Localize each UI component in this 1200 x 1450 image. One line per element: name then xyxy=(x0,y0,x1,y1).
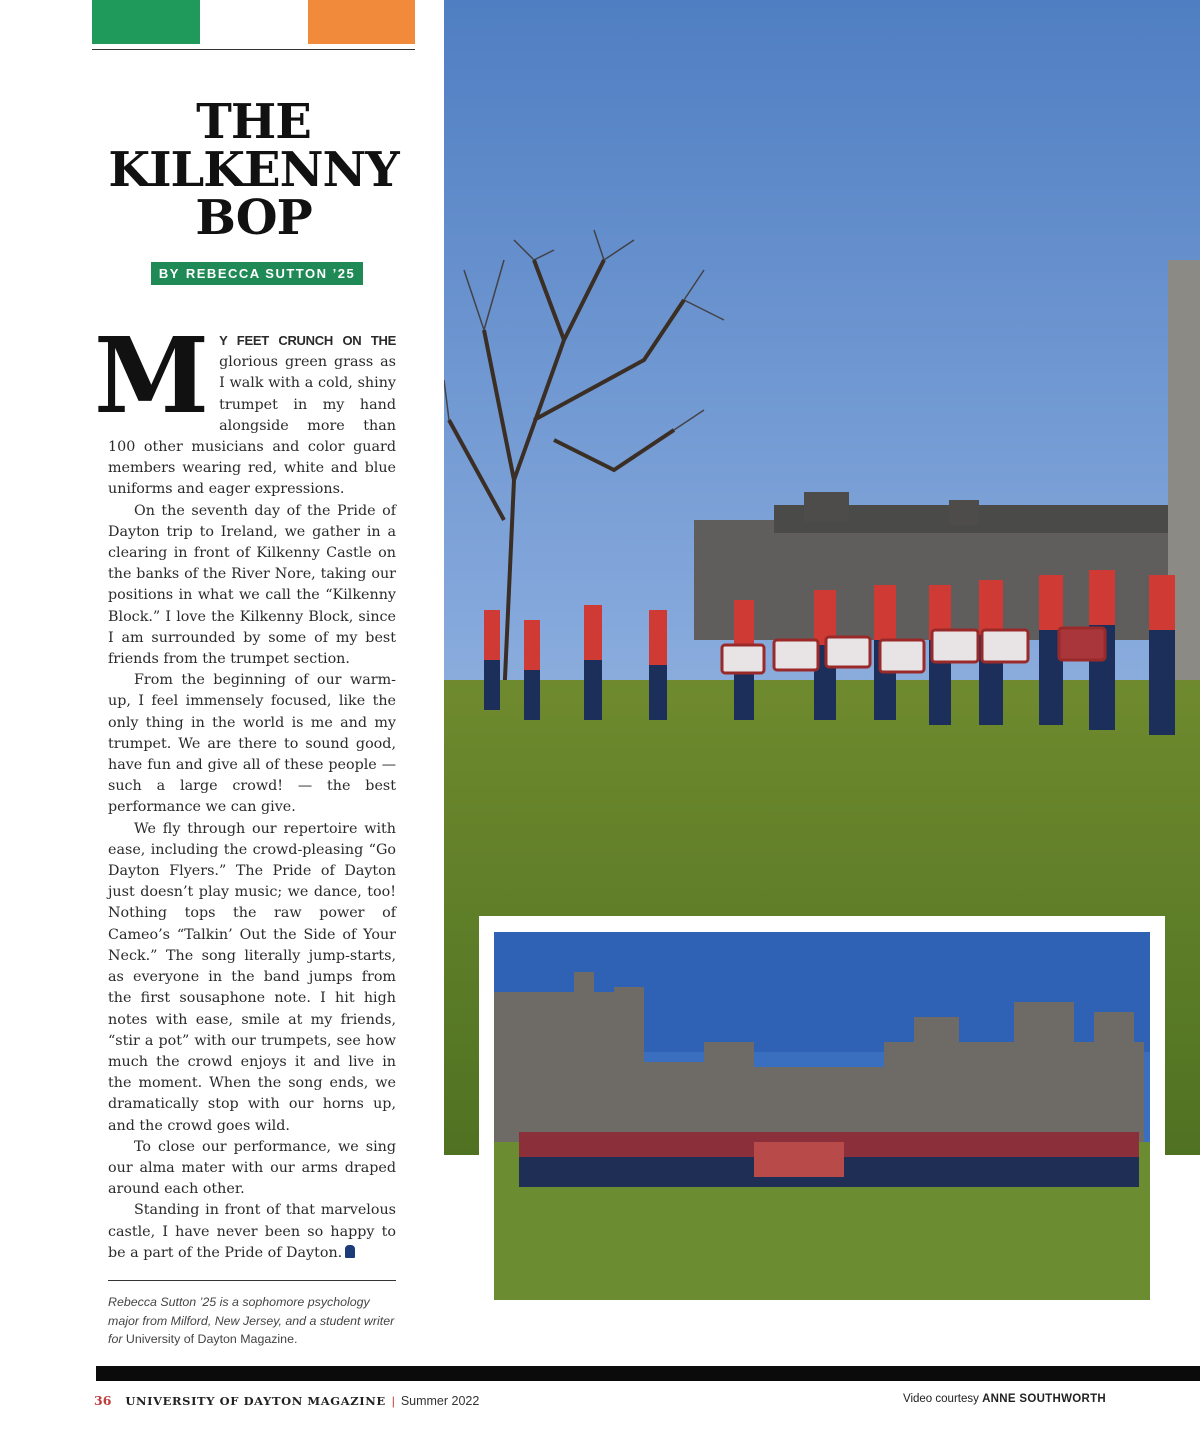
paragraph-3: From the beginning of our warm-up, I feel immensely focused, like the only thing in the world is me and my trumpet. We are there to sound good, have fun and give all of these people — such a large crowd! — the best performance we can give. xyxy=(108,672,396,816)
paragraph-6 xyxy=(108,1200,396,1264)
footer-issue: Summer 2022 xyxy=(400,1394,480,1408)
footer-left xyxy=(94,1393,479,1408)
paragraph-2: On the seventh day of the Pride of Dayton trip to Ireland, we gather in a clearing in front of Kilkenny Castle on the banks of the River Nore, taking our positions in what we call the “Kilkenny Block.” I love the Kilkenny Block, since I am surrounded by some of my best friends from the trumpet section. xyxy=(108,502,396,668)
byline-badge xyxy=(151,262,363,285)
paragraph-1-text: glorious green grass as I walk with a cold, shiny trumpet in my hand alongside more than 100 other musicians and color guard members wearing red, white and blue uniforms and eager expressions. xyxy=(108,354,396,498)
drop-cap: M xyxy=(94,314,210,437)
inset-photo-illustration xyxy=(494,932,1150,1300)
inset-photo-group-at-castle xyxy=(494,932,1150,1300)
flag-stripe-white xyxy=(200,0,308,44)
footer-bar xyxy=(96,1366,1200,1381)
photo-credit xyxy=(903,1393,1106,1405)
paragraph-1 xyxy=(94,314,396,501)
article-title xyxy=(92,94,415,246)
title-line-1: THE xyxy=(196,94,311,150)
footer-separator: | xyxy=(391,1394,395,1408)
author-bio-magazine: University of Dayton Magazine. xyxy=(125,1332,298,1346)
paragraph-4: We fly through our repertoire with ease, including the crowd-pleasing “Go Dayton Flyers.” The Pride of Dayton just doesn’t play music; we dance, too! Nothing tops the raw power of Cameo’s “Talkin’ Out the Side of Your Neck.” The song literally jump-starts, as everyone in the band jumps from the first sousaphone note. I hit high notes with ease, smile at my friends, “stir a pot” with our trumpets, see how much the crowd enjoys it and live in the moment. When the song ends, we dramatically stop with our horns up, and the crowd goes wild. xyxy=(108,820,396,1134)
end-mark-icon xyxy=(345,1245,355,1258)
byline-prefix: BY xyxy=(158,266,180,281)
lead-in-caps: Y FEET CRUNCH ON THE xyxy=(219,333,396,348)
article-body xyxy=(94,314,396,1264)
photo-credit-prefix: Video courtesy xyxy=(903,1393,979,1405)
top-divider xyxy=(92,49,415,50)
paragraph-5: To close our performance, we sing our alma mater with our arms draped around each other. xyxy=(108,1138,396,1198)
author-bio-text: Rebecca Sutton ’25 is a sophomore psychology major from Milford, New Jersey, and a student writer for xyxy=(108,1295,395,1346)
bio-divider xyxy=(108,1280,396,1281)
byline-author: REBECCA SUTTON ’25 xyxy=(185,266,356,281)
footer-magazine-name: UNIVERSITY OF DAYTON MAGAZINE xyxy=(125,1394,386,1408)
flag-stripe-orange xyxy=(308,0,415,44)
paragraph-6-text: Standing in front of that marvelous castle, I have never been so happy to be a part of the Pride of Dayton. xyxy=(108,1202,396,1261)
photo-credit-name: ANNE SOUTHWORTH xyxy=(982,1393,1107,1405)
page-number: 36 xyxy=(94,1393,112,1408)
flag-stripe-green xyxy=(92,0,200,44)
title-line-3: BOP xyxy=(195,190,312,246)
author-bio xyxy=(108,1293,400,1349)
title-line-2: KILKENNY xyxy=(108,142,399,198)
